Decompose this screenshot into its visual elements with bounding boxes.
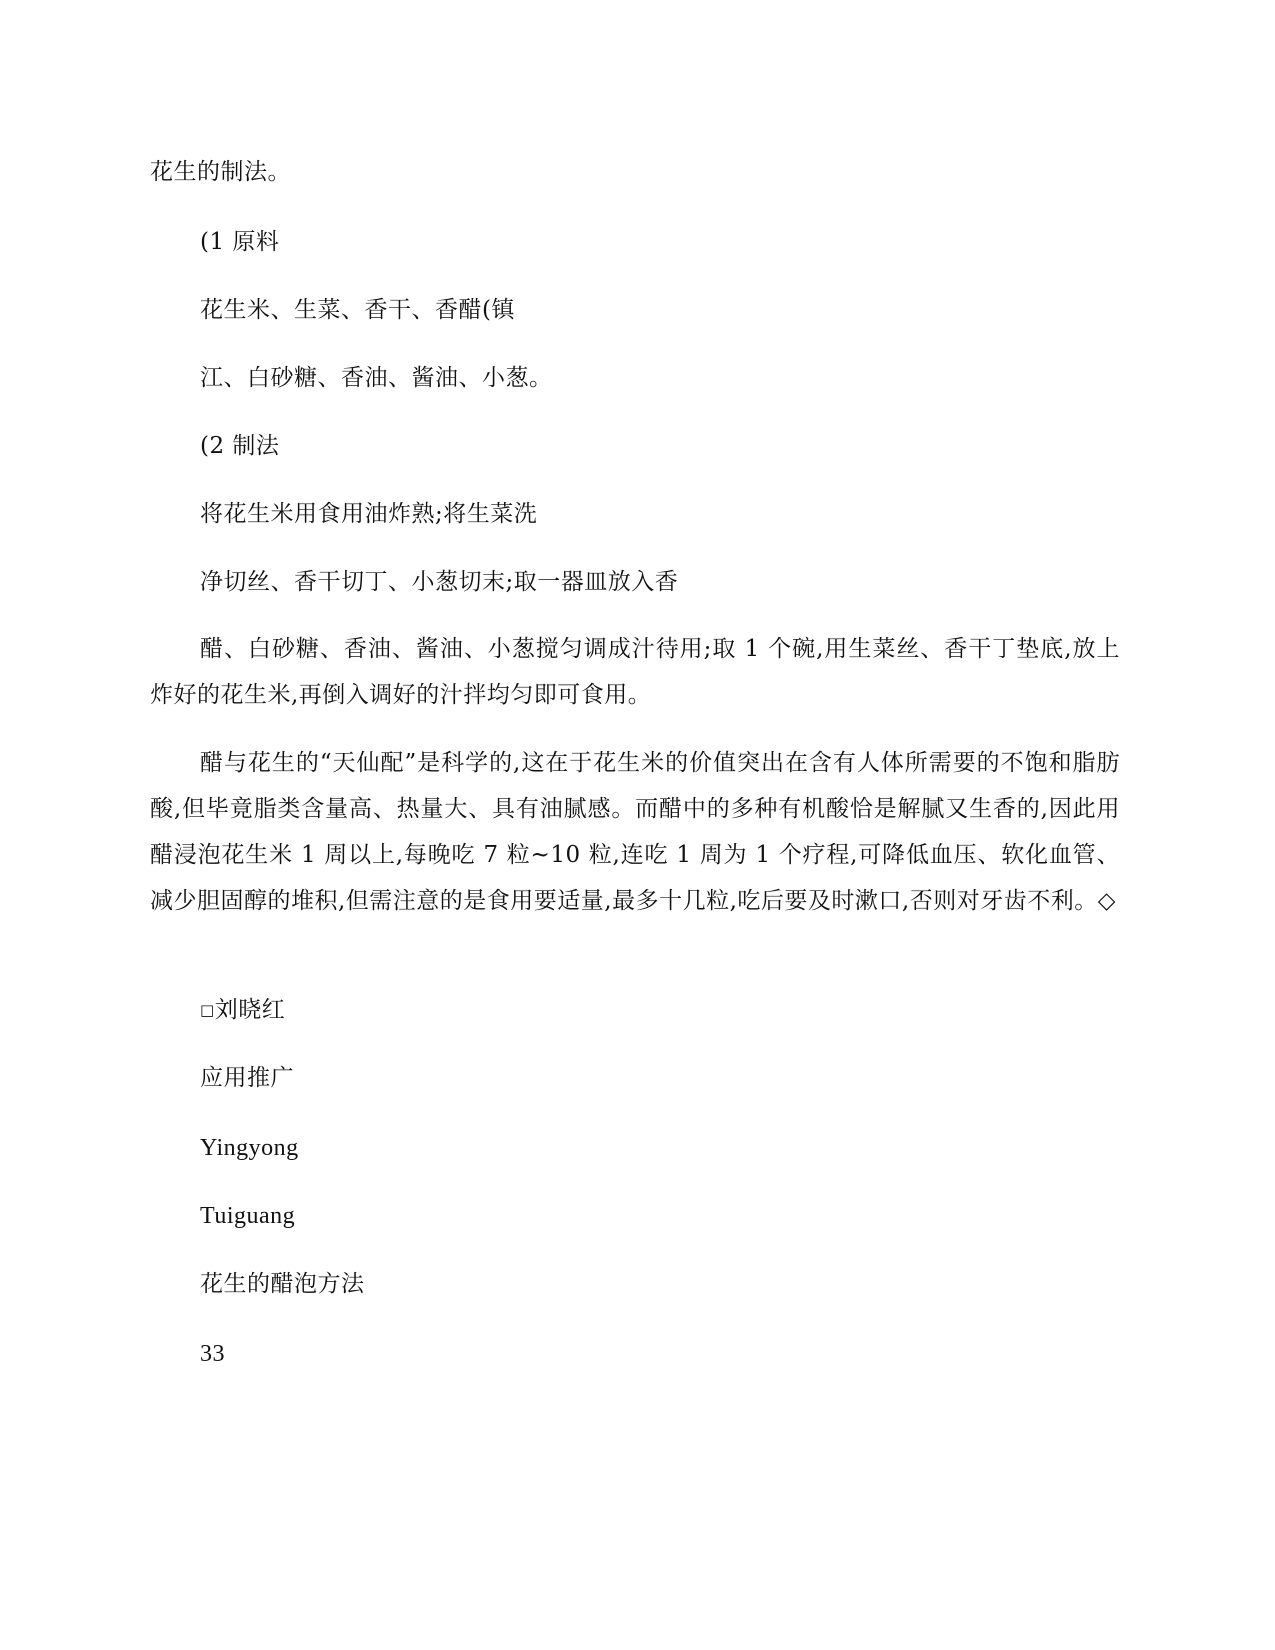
science-paragraph: 醋与花生的“天仙配”是科学的,这在于花生米的价值突出在含有人体所需要的不饱和脂肪酸,但毕竟脂类含量高、热量大、具有油腻感。而醋中的多种有机酸恰是解腻又生香的,因此用醋浸泡花生米 1 周以上,每晚吃 7 粒~10 粒,连吃 1 周为 1 个疗程,可降低血压、软化血管、减少胆固醇的堆积,但需注意的是食用要适量,最多十几粒,吃后要及时漱口,否则对牙齿不利。◇ — [150, 750, 1120, 914]
method-heading: (2 制法 — [200, 433, 280, 459]
section-pinyin-2: Tuiguang — [200, 1203, 296, 1229]
text-line: 花生米、生菜、香干、香醋(镇 — [200, 297, 515, 323]
text-line: 将花生米用食用油炸熟;将生菜洗 — [200, 501, 538, 527]
page-number: 33 — [200, 1341, 225, 1367]
text-line: 江、白砂糖、香油、酱油、小葱。 — [200, 365, 553, 391]
author-line — [200, 996, 285, 1024]
text-line: 净切丝、香干切丁、小葱切末;取一器皿放入香 — [200, 569, 679, 595]
author-marker: □ — [200, 1001, 215, 1019]
author-name: 刘晓红 — [214, 997, 286, 1023]
article-title: 花生的醋泡方法 — [200, 1271, 365, 1297]
section-label: 应用推广 — [200, 1065, 294, 1091]
ingredients-heading: (1 原料 — [200, 229, 280, 255]
section-pinyin-1: Yingyong — [200, 1135, 299, 1161]
text-line: 花生的制法。 — [150, 159, 291, 185]
method-paragraph: 醋、白砂糖、香油、酱油、小葱搅匀调成汁待用;取 1 个碗,用生菜丝、香干丁垫底,放上炸好的花生米,再倒入调好的汁拌均匀即可食用。 — [150, 636, 1120, 708]
